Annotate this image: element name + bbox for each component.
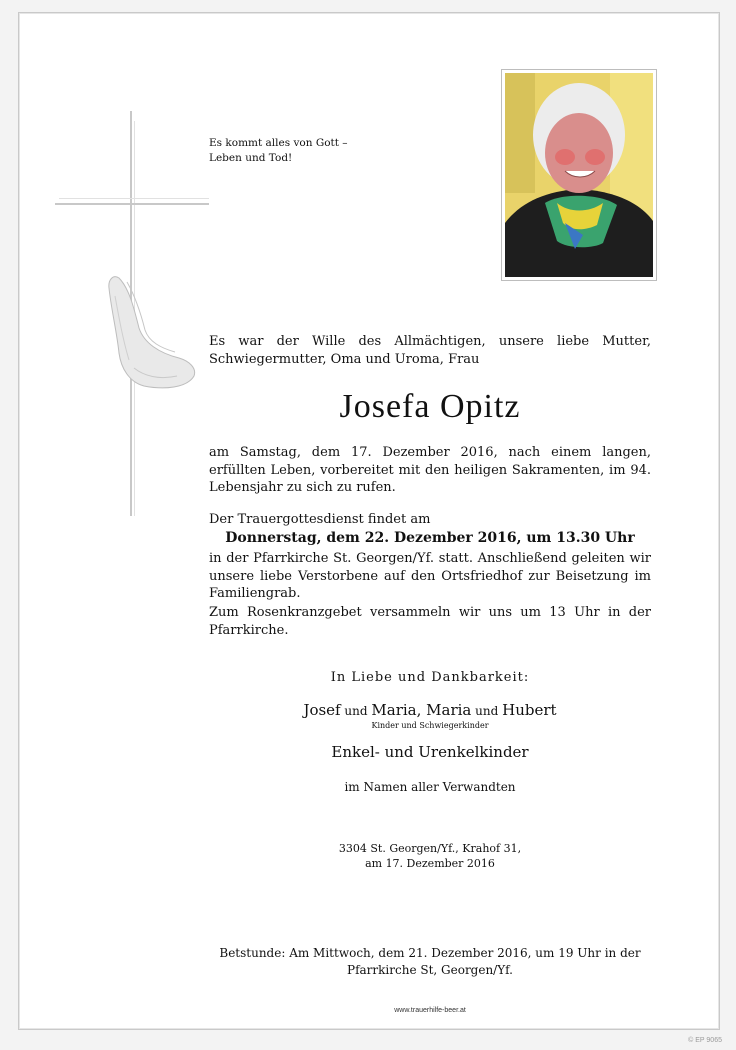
family-and-2: und <box>471 704 503 718</box>
deceased-name: Josefa Opitz <box>339 388 521 425</box>
motto-line2: Leben und Tod! <box>209 152 293 164</box>
address-line2: am 17. Dezember 2016 <box>365 857 495 870</box>
closing-love: In Liebe und Dankbarkeit: <box>330 670 530 685</box>
family-name-hubert: Hubert <box>502 701 557 719</box>
family-children-subtitle: Kinder und Schwiegerkinder <box>371 721 489 730</box>
service-details: in der Pfarrkirche St. Georgen/Yf. statt. Anschließend geleiten wir unsere liebe Verstorbene auf den Ortsfriedhof zur Beisetzung im Familiengrab. <box>209 551 651 601</box>
portrait-photo <box>505 73 653 277</box>
praying-hands-icon <box>89 268 199 398</box>
cross-horizontal-line <box>59 198 209 199</box>
portrait-photo-frame <box>501 69 657 281</box>
motto <box>209 136 348 166</box>
obituary-card <box>18 12 720 1030</box>
website-text: www.trauerhilfe-beer.at <box>394 1007 466 1014</box>
prayer-line2: Pfarrkirche St, Georgen/Yf. <box>347 963 513 977</box>
prayer-line1: Betstunde: Am Mittwoch, dem 21. Dezember 2016, um 19 Uhr in der <box>219 946 641 960</box>
prayer-hour <box>209 945 651 979</box>
passing-text: am Samstag, dem 17. Dezember 2016, nach einem langen, erfüllten Leben, vorbereitet mit den heiligen Sakramenten, im 94. Lebensjahr zu sich zu rufen. <box>209 445 651 495</box>
address <box>209 841 651 871</box>
address-line1: 3304 St. Georgen/Yf., Krahof 31, <box>338 842 522 855</box>
intro-text: Es war der Wille des Allmächtigen, unsere liebe Mutter, Schwiegermutter, Oma und Uroma, Frau <box>209 334 651 367</box>
cross-horizontal-bar <box>55 203 209 205</box>
print-code: © EP 9065 <box>688 1037 722 1044</box>
rosary-text: Zum Rosenkranzgebet versammeln wir uns um 13 Uhr in der Pfarrkirche. <box>209 605 651 638</box>
family-name-josef: Josef <box>303 701 341 719</box>
family-children <box>209 701 651 719</box>
family-and-1: und <box>340 704 372 718</box>
service-intro: Der Trauergottesdienst findet am <box>209 512 431 527</box>
relatives-text: im Namen aller Verwandten <box>344 780 516 794</box>
family-name-maria: Maria, Maria <box>371 701 472 719</box>
service-date: Donnerstag, dem 22. Dezember 2016, um 13.30 Uhr <box>225 530 635 546</box>
motto-line1: Es kommt alles von Gott – <box>209 137 348 149</box>
family-grandchildren: Enkel- und Urenkelkinder <box>331 743 529 761</box>
